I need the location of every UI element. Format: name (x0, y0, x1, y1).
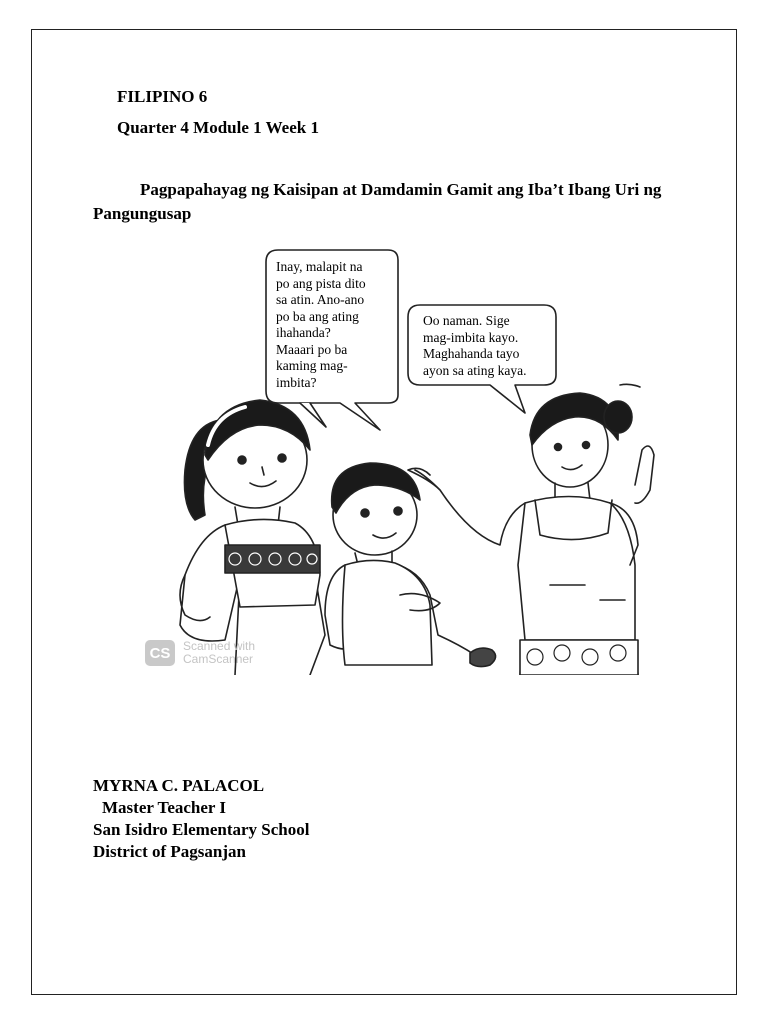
watermark-line-2: CamScanner (183, 652, 254, 666)
quarter-module-week: Quarter 4 Module 1 Week 1 (117, 118, 319, 137)
lesson-title: Pagpapahayag ng Kaisipan at Damdamin Gamit ang Iba’t Ibang Uri ng Pangungusap (93, 180, 662, 223)
author-school: San Isidro Elementary School (93, 820, 310, 839)
author-district: District of Pagsanjan (93, 842, 246, 861)
camscanner-logo-icon: CS (145, 640, 175, 666)
author-block (93, 775, 309, 863)
speech-bubble-right-text: Oo naman. Sige mag-imbita kayo. Maghahanda tayo ayon sa ating kaya. (423, 313, 527, 378)
speech-bubble-left-text: Inay, malapit na po ang pista dito sa atin. Ano-ano po ba ang ating ihahanda? Maaari po ba kaming mag- imbita? (276, 259, 366, 390)
boy-figure (325, 463, 496, 667)
girl-figure (180, 400, 325, 675)
mother-figure (408, 384, 654, 675)
author-name: MYRNA C. PALACOL (93, 776, 265, 795)
watermark-line-1: Scanned with (183, 639, 256, 653)
family-illustration (130, 245, 670, 675)
author-position: Master Teacher I (102, 798, 227, 817)
camscanner-watermark (145, 640, 255, 666)
subject-heading: FILIPINO 6 (117, 87, 208, 106)
